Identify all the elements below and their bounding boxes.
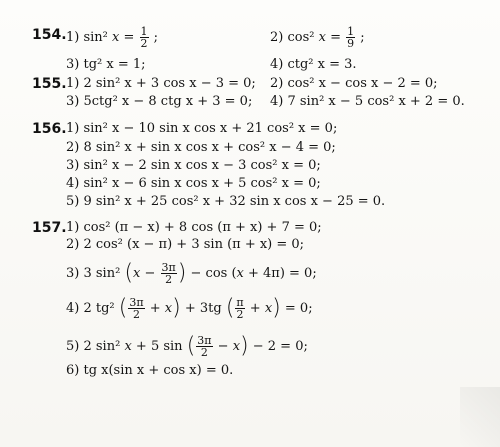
equation-156-2: 2) 8 sin² x + sin x cos x + cos² x − 4 = 0; <box>66 140 336 155</box>
page-shadow <box>460 387 500 447</box>
equation-157-4: 4) 2 tg² ( $\frac{3\pi}{2}$ + x) + 3tg ( $\frac{\pi}{2}$ + x) = 0; <box>66 295 313 321</box>
equation-157-3: 3) 3 sin² (x − $\frac{3\pi}{2}$ ) − cos (x + 4π) = 0; <box>66 260 317 286</box>
problem-number-156: 156. <box>32 121 67 137</box>
problem-number-155: 155. <box>32 76 67 92</box>
equation-156-1: 1) sin² x − 10 sin x cos x + 21 cos² x = 0; <box>66 121 338 136</box>
equation-155-1: 1) 2 sin² x + 3 cos x − 3 = 0; <box>66 76 256 91</box>
equation-155-2: 2) cos² x − cos x − 2 = 0; <box>270 76 438 91</box>
equation-155-3: 3) 5ctg² x − 8 ctg x + 3 = 0; <box>66 94 253 109</box>
problem-number-157: 157. <box>32 220 67 236</box>
equation-154-3: 3) tg² x = 1; <box>66 57 146 72</box>
equation-157-6: 6) tg x(sin x + cos x) = 0. <box>66 363 234 378</box>
equation-157-1: 1) cos² (π − x) + 8 cos (π + x) + 7 = 0; <box>66 220 322 235</box>
equation-154-2: 2) cos² x = $\frac{1}{9}$ ; <box>270 25 365 50</box>
equation-155-4: 4) 7 sin² x − 5 cos² x + 2 = 0. <box>270 94 465 109</box>
equation-156-3: 3) sin² x − 2 sin x cos x − 3 cos² x = 0; <box>66 158 321 173</box>
equation-154-4: 4) ctg² x = 3. <box>270 57 357 72</box>
equation-156-5: 5) 9 sin² x + 25 cos² x + 32 sin x cos x − 25 = 0. <box>66 194 386 209</box>
equation-157-2: 2) 2 cos² (x − π) + 3 sin (π + x) = 0; <box>66 237 305 252</box>
equation-157-5: 5) 2 sin² x + 5 sin ( $\frac{3\pi}{2}$ − x) − 2 = 0; <box>66 333 308 359</box>
problem-number-154: 154. <box>32 27 67 43</box>
equation-154-1: 1) sin² x = $\frac{1}{2}$ ; <box>66 25 159 50</box>
equation-156-4: 4) sin² x − 6 sin x cos x + 5 cos² x = 0; <box>66 176 321 191</box>
